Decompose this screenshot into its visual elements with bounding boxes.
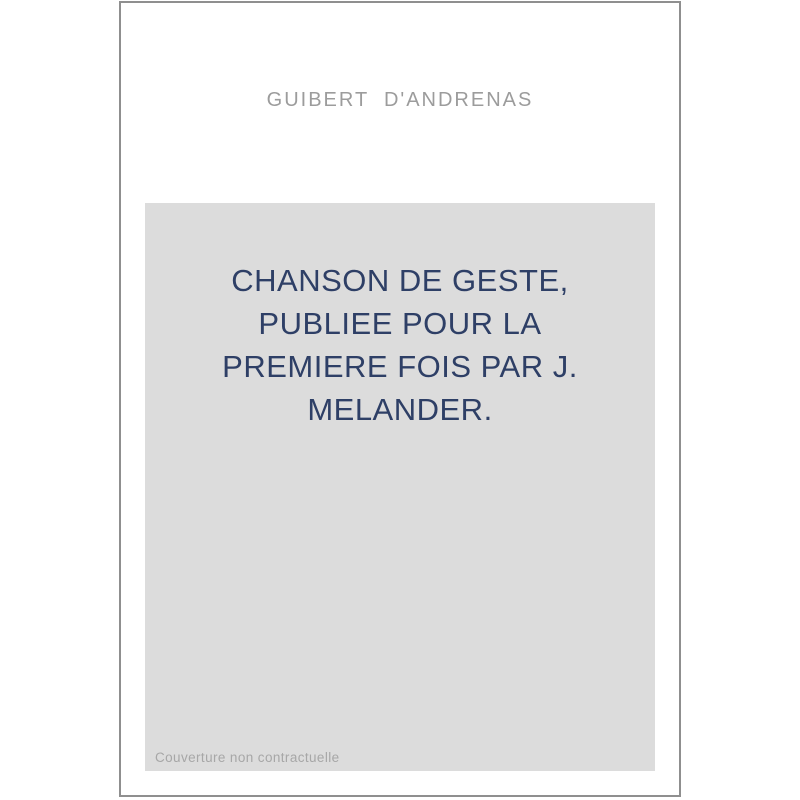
book-title <box>145 203 655 431</box>
disclaimer-text: Couverture non contractuelle <box>155 750 340 765</box>
title-line: PREMIERE FOIS PAR J. <box>222 349 578 384</box>
title-line: PUBLIEE POUR LA <box>258 306 542 341</box>
author-name: GUIBERT D'ANDRENAS <box>266 89 534 111</box>
title-line: MELANDER. <box>307 392 493 427</box>
book-cover <box>119 1 681 797</box>
title-panel <box>145 203 655 771</box>
title-line: CHANSON DE GESTE, <box>231 263 569 298</box>
